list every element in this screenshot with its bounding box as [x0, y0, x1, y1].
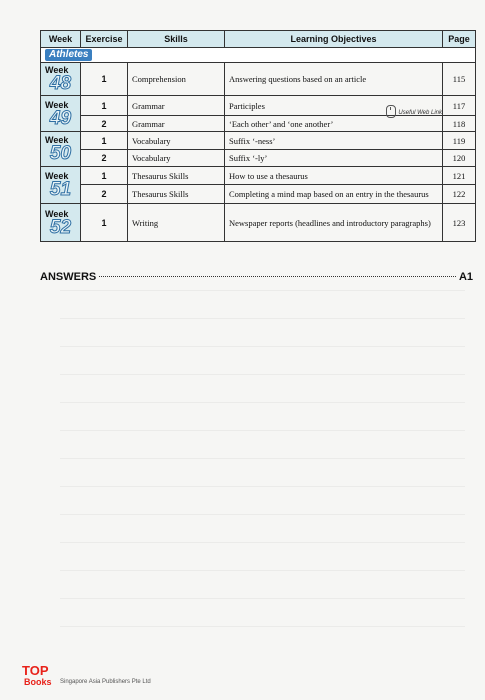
page-cell: 121 — [443, 167, 476, 185]
skill-cell: Grammar — [128, 96, 225, 116]
objective-cell — [225, 96, 443, 116]
exercise-cell: 1 — [81, 204, 128, 242]
header-exercise: Exercise — [81, 31, 128, 48]
exercise-cell: 1 — [81, 132, 128, 150]
table-row — [41, 63, 476, 96]
skill-cell: Grammar — [128, 116, 225, 132]
skill-cell: Thesaurus Skills — [128, 167, 225, 185]
web-link-label: Useful Web Link — [398, 110, 442, 116]
skill-cell: Comprehension — [128, 63, 225, 96]
bleed-through-texture — [60, 270, 465, 660]
page-cell: 115 — [443, 63, 476, 96]
week-number: 49 — [49, 107, 72, 129]
week-number: 50 — [49, 143, 72, 164]
header-page: Page — [443, 31, 476, 48]
section-row — [41, 48, 476, 63]
header-objectives: Learning Objectives — [225, 31, 443, 48]
table-row — [41, 167, 476, 185]
contents-table — [40, 30, 476, 242]
exercise-cell: 1 — [81, 96, 128, 116]
header-week: Week — [41, 31, 81, 48]
week-cell — [41, 132, 81, 167]
dot-leader — [99, 276, 456, 277]
exercise-cell: 1 — [81, 167, 128, 185]
week-label: Week — [45, 65, 69, 75]
exercise-cell: 2 — [81, 185, 128, 204]
page-cell: 119 — [443, 132, 476, 150]
mouse-icon — [386, 105, 396, 118]
week-label: Week — [45, 135, 69, 145]
week-number: 51 — [49, 179, 72, 200]
table-row — [41, 150, 476, 167]
objective-cell: How to use a thesaurus — [225, 167, 443, 185]
objective-cell: ‘Each other’ and ‘one another’ — [225, 116, 443, 132]
footer — [22, 664, 151, 694]
table-row — [41, 116, 476, 132]
table-row — [41, 96, 476, 116]
table-row — [41, 132, 476, 150]
answers-page: A1 — [458, 271, 473, 283]
page-cell: 122 — [443, 185, 476, 204]
objective-text: Participles — [229, 100, 265, 111]
exercise-cell: 2 — [81, 150, 128, 167]
week-cell — [41, 96, 81, 132]
week-number: 52 — [49, 216, 72, 238]
topbooks-logo — [22, 664, 56, 694]
page-cell: 123 — [443, 204, 476, 242]
week-cell — [41, 63, 81, 96]
objective-cell: Newspaper reports (headlines and introductory paragraphs) — [225, 204, 443, 242]
week-cell — [41, 204, 81, 242]
week-cell — [41, 167, 81, 204]
section-title: Athletes — [45, 49, 92, 61]
header-skills: Skills — [128, 31, 225, 48]
page-cell: 118 — [443, 116, 476, 132]
answers-label: ANSWERS — [40, 271, 97, 283]
publisher-credit: Singapore Asia Publishers Pte Ltd — [60, 679, 151, 685]
skill-cell: Vocabulary — [128, 132, 225, 150]
objective-cell: Completing a mind map based on an entry in the thesaurus — [225, 185, 443, 204]
table-row — [41, 185, 476, 204]
week-label: Week — [45, 171, 69, 181]
skill-cell: Vocabulary — [128, 150, 225, 167]
page-cell: 117 — [443, 96, 476, 116]
exercise-cell: 2 — [81, 116, 128, 132]
table-row — [41, 204, 476, 242]
skill-cell: Thesaurus Skills — [128, 185, 225, 204]
objective-cell: Suffix ‘-ly’ — [225, 150, 443, 167]
logo-top-text: TOP — [22, 663, 49, 678]
objective-cell: Answering questions based on an article — [225, 63, 443, 96]
objective-cell: Suffix ‘-ness’ — [225, 132, 443, 150]
week-label: Week — [45, 99, 69, 110]
week-number: 48 — [49, 73, 72, 94]
page-cell: 120 — [443, 150, 476, 167]
logo-books-text: Books — [24, 677, 52, 687]
exercise-cell: 1 — [81, 63, 128, 96]
answers-line — [40, 271, 473, 283]
table-header-row — [41, 31, 476, 48]
week-label: Week — [45, 208, 69, 219]
skill-cell: Writing — [128, 204, 225, 242]
